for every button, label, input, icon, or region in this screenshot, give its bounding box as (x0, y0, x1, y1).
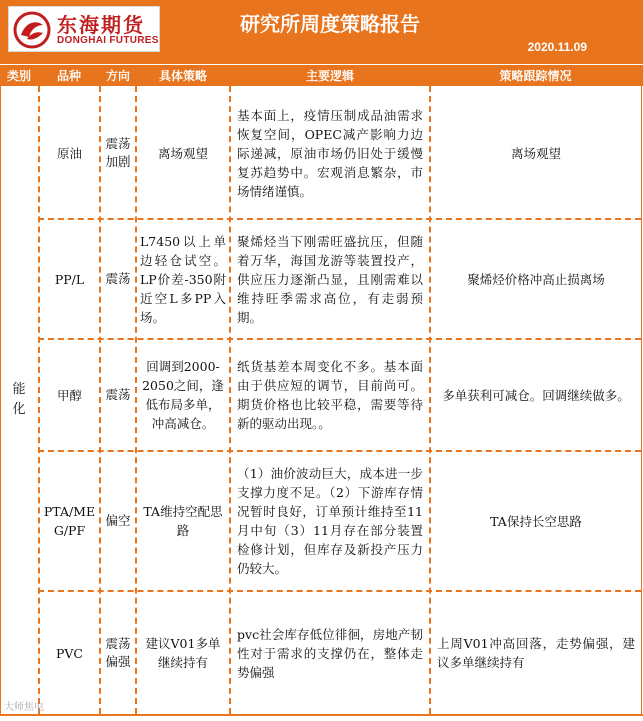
donghai-logo-icon (13, 11, 51, 49)
report-header (0, 0, 643, 64)
row-2-direction: 震荡 (105, 271, 131, 286)
table-right-border (641, 86, 642, 714)
col-header-tracking: 策略跟踪情况 (499, 69, 572, 83)
row-5-tracking: 上周V01冲高回落，走势偏强，建议多单继续持有 (437, 636, 635, 670)
row-4-product: PTA/MEG/PF (43, 504, 96, 538)
row-3-strategy: 回调到2000-2050之间，逢低布局多单，冲高减仓。 (142, 359, 224, 431)
row-3-direction: 震荡 (105, 387, 131, 402)
row-4-direction: 偏空 (105, 513, 131, 528)
company-logo (8, 6, 160, 52)
table-header-row (0, 64, 643, 86)
watermark-text: 大师焦电 (4, 702, 44, 713)
logo-chinese-name: 东海期货 (57, 13, 145, 37)
row-4-tracking: TA保持长空思路 (490, 513, 582, 529)
row-1-strategy: 离场观望 (157, 145, 208, 161)
col-header-strategy: 具体策略 (158, 69, 207, 83)
row-1-tracking: 离场观望 (510, 145, 561, 161)
category-cell (0, 86, 38, 714)
row-1-product: 原油 (56, 145, 82, 161)
row-3-tracking: 多单获利可减仓。回调继续做多。 (442, 387, 630, 403)
logo-english-name: DONGHAI FUTURES (57, 35, 159, 46)
report-date: 2020.11.09 (527, 40, 587, 54)
row-5-logic: pvc社会库存低位徘徊，房地产韧性对于需求的支撑仍在，整体走势偏强 (237, 626, 423, 680)
row-5-strategy: 建议V01多单继续持有 (145, 636, 221, 670)
report-title: 研究所周度策略报告 (240, 12, 420, 36)
col-header-direction: 方向 (105, 69, 130, 83)
row-4-logic: （1）油价波动巨大，成本进一步支撑力度不足。（2）下游库存情况暂时良好，订单预计维持至11月中旬（3）11月存在部分装置检修计划，但库存及新投产压力仍较大。 (237, 466, 423, 576)
col-header-product: 品种 (56, 69, 81, 83)
row-1-direction: 震荡加剧 (105, 136, 131, 169)
row-5-product: PVC (55, 645, 83, 661)
row-2-strategy: L7450以上单边轻仓试空。LP价差-350附近空L多PP入场。 (140, 233, 226, 325)
table-bottom-border (0, 714, 643, 716)
col-header-logic: 主要逻辑 (305, 69, 354, 83)
row-2-logic: 聚烯烃当下刚需旺盛抗压，但随着万华，海国龙游等装置投产，供应压力逐渐凸显，且刚需难以维持旺季需求高位，有走弱预期。 (237, 233, 423, 325)
row-3-logic: 纸货基差本周变化不多。基本面由于供应短的调节，目前尚可。期货价格也比较平稳，需要等待新的驱动出现。。 (237, 359, 423, 431)
row-4-strategy: TA维持空配思路 (143, 504, 223, 538)
category-label: 能化 (12, 382, 26, 417)
row-3-product: 甲醇 (56, 387, 82, 403)
row-5-direction: 震荡偏强 (105, 636, 131, 669)
row-2-tracking: 聚烯烃价格冲高止损离场 (467, 271, 605, 287)
row-2-product: PP/L (54, 271, 85, 287)
col-header-category: 类别 (6, 69, 31, 83)
row-1-logic: 基本面上，疫情压制成品油需求恢复空间，OPEC减产影响力边际递减，原油市场仍旧处于缓慢复苏趋势中。宏观消息繁杂，市场情绪谨慎。 (237, 107, 423, 199)
